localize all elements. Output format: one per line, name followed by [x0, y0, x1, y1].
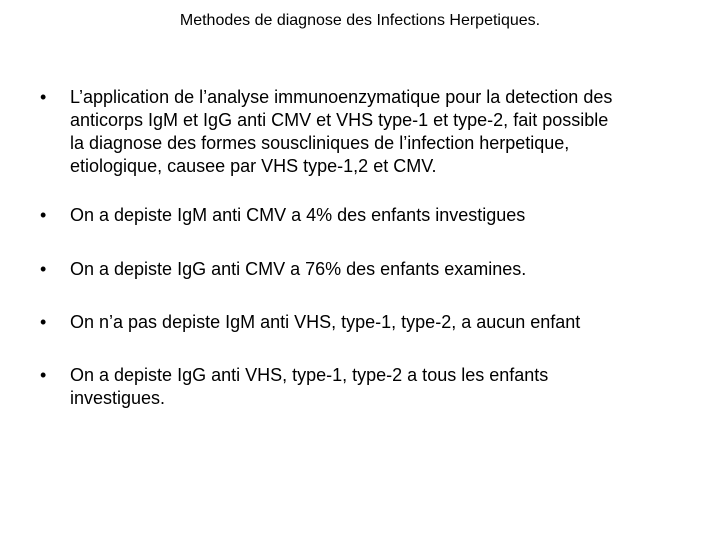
- bullet-text: On a depiste IgG anti CMV a 76% des enfants examines.: [70, 259, 527, 279]
- slide-title: Methodes de diagnose des Infections Herpetiques.: [179, 12, 541, 29]
- bullet-text: L’application de l’analyse immunoenzymatique pour la detection des anticorps IgM et IgG anti CMV et VHS type-1 et type-2, fait possible la diagnose des formes souscliniques de l’infection herpetique, etiologique, causee par VHS type-1,2 et CMV.: [70, 87, 613, 176]
- bullet-icon: •: [40, 259, 47, 279]
- bullet-text: On a depiste IgM anti CMV a 4% des enfants investigues: [70, 205, 526, 225]
- bullet-text: On a depiste IgG anti VHS, type-1, type-2 a tous les enfants investigues.: [70, 365, 549, 408]
- bullet-icon: •: [40, 365, 47, 385]
- bullet-icon: •: [40, 87, 47, 107]
- bullet-text: On n’a pas depiste IgM anti VHS, type-1, type-2, a aucun enfant: [70, 312, 581, 332]
- bullet-icon: •: [40, 205, 47, 225]
- bullet-icon: •: [40, 312, 47, 332]
